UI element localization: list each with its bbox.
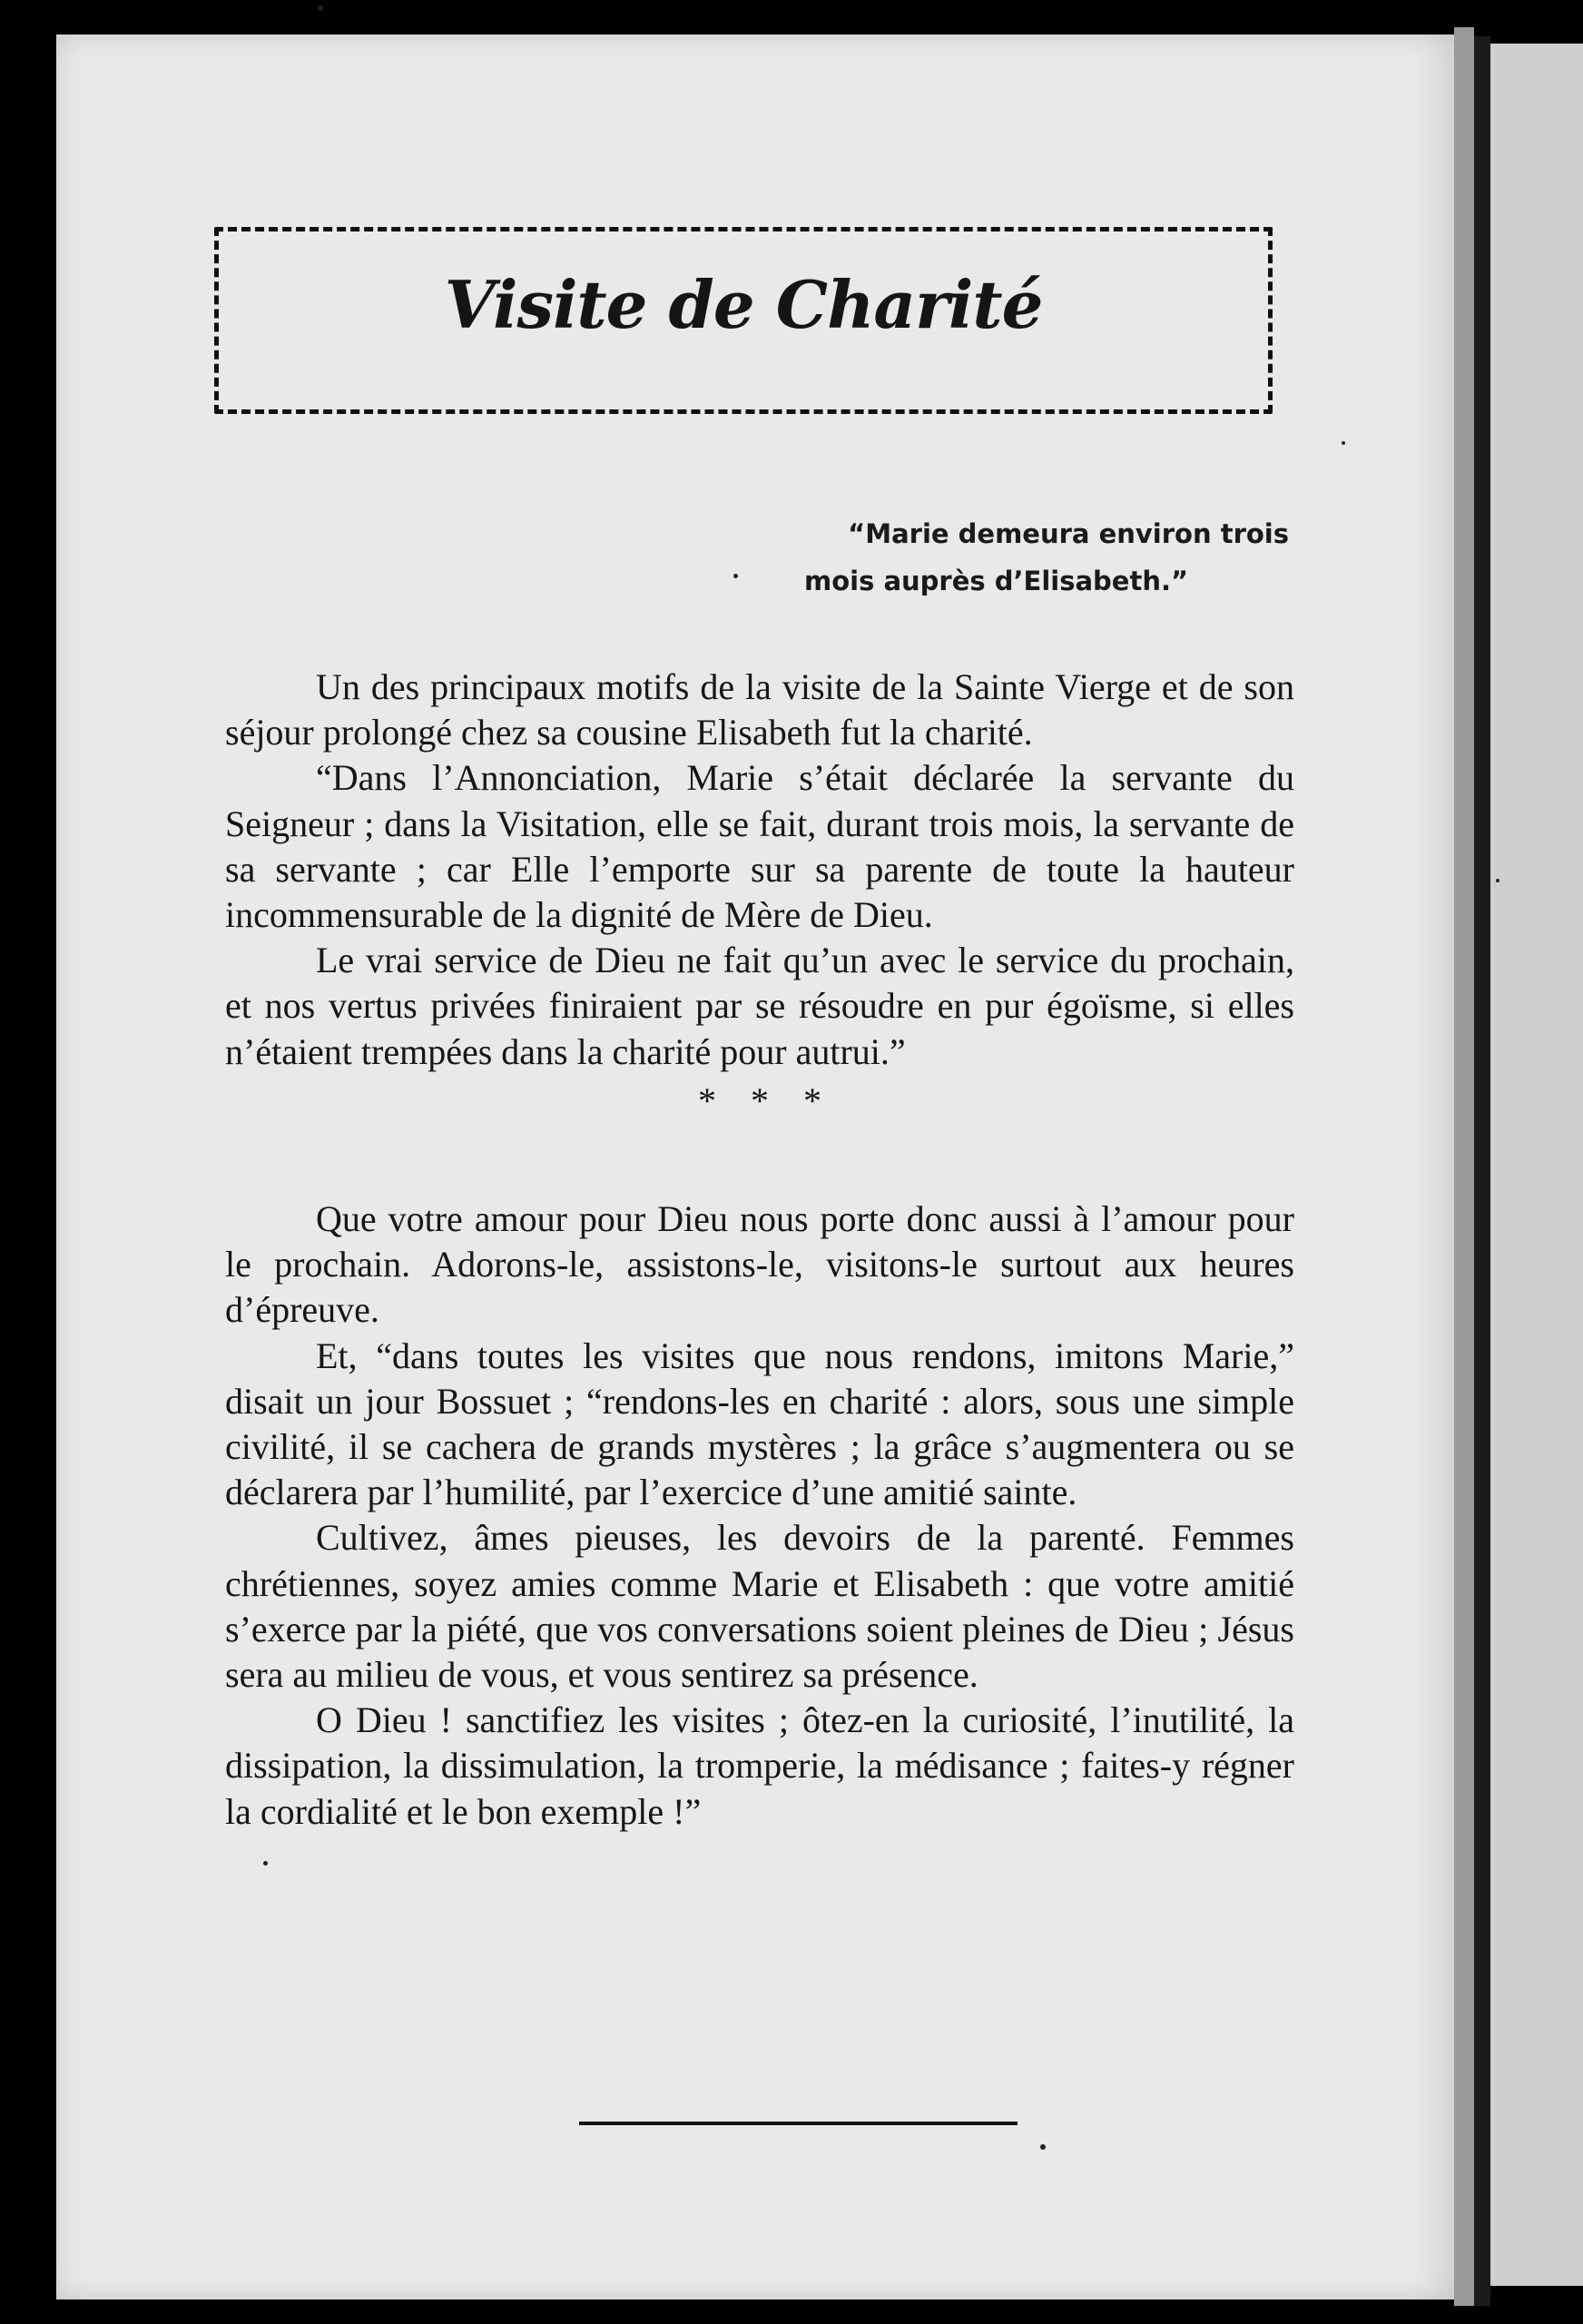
closing-rule — [579, 2122, 1018, 2125]
adjacent-page-edge — [1490, 44, 1583, 2286]
paragraph-6: Cultivez, âmes pieuses, les devoirs de la parenté. Femmes chrétiennes, soyez amies comme Marie et Elisabeth : que votre amitié s’exerce par la piété, que vos conversations soient pleines de Dieu ; Jésus sera au milieu de vous, et vous sentirez sa présence. — [225, 1517, 1294, 1696]
scan-speck — [733, 574, 738, 578]
binding-shadow — [1474, 36, 1490, 2306]
body-text — [225, 665, 1294, 1835]
scan-speck — [318, 5, 323, 11]
epigraph-line-2: mois auprès d’Elisabeth.” — [804, 566, 1189, 596]
paragraph-7: O Dieu ! sanctifiez les visites ; ôtez-en la curiosité, l’inutilité, la dissipation, la dissimulation, la tromperie, la médisance ; faites-y régner la cordialité et le bon exemple !” — [225, 1699, 1294, 1832]
scan-speck — [1040, 2144, 1046, 2150]
scan-speck — [1496, 879, 1499, 882]
epigraph-line-1: “Marie demeura environ trois — [848, 518, 1289, 549]
title-frame — [214, 227, 1273, 414]
epigraph — [744, 510, 1289, 605]
page-gutter — [1454, 27, 1474, 2306]
scan-speck — [1342, 441, 1345, 445]
paragraph-4: Que votre amour pour Dieu nous porte donc aussi à l’amour pour le prochain. Adorons-le, assistons-le, visitons-le surtout aux heures d’épreuve. — [225, 1198, 1294, 1331]
paragraph-5: Et, “dans toutes les visites que nous rendons, imitons Marie,” disait un jour Bossuet ; “rendons-les en charité : alors, sous une simple civilité, il se cachera de grands mystères ; la grâce s’augmentera ou se déclarera par l’humilité, par l’exercice d’une amitié sainte. — [225, 1334, 1294, 1513]
page-title: Visite de Charité — [444, 266, 1043, 343]
section-separator: * * * — [698, 1079, 834, 1121]
paragraph-1: Un des principaux motifs de la visite de la Sainte Vierge et de son séjour prolongé chez sa cousine Elisabeth fut la charité. — [225, 666, 1294, 753]
paragraph-3: Le vrai service de Dieu ne fait qu’un avec le service du prochain, et nos vertus privées finiraient par se résoudre en pur égoïsme, si elles n’étaient trempées dans la charité pour autrui.” — [225, 940, 1294, 1072]
scan-speck — [263, 1861, 268, 1866]
paragraph-2: “Dans l’Annonciation, Marie s’était déclarée la servante du Seigneur ; dans la Visitation, elle se fait, durant trois mois, la servante de sa servante ; car Elle l’emporte sur sa parente de toute la hauteur incommensurable de la dignité de Mère de Dieu. — [225, 757, 1294, 936]
